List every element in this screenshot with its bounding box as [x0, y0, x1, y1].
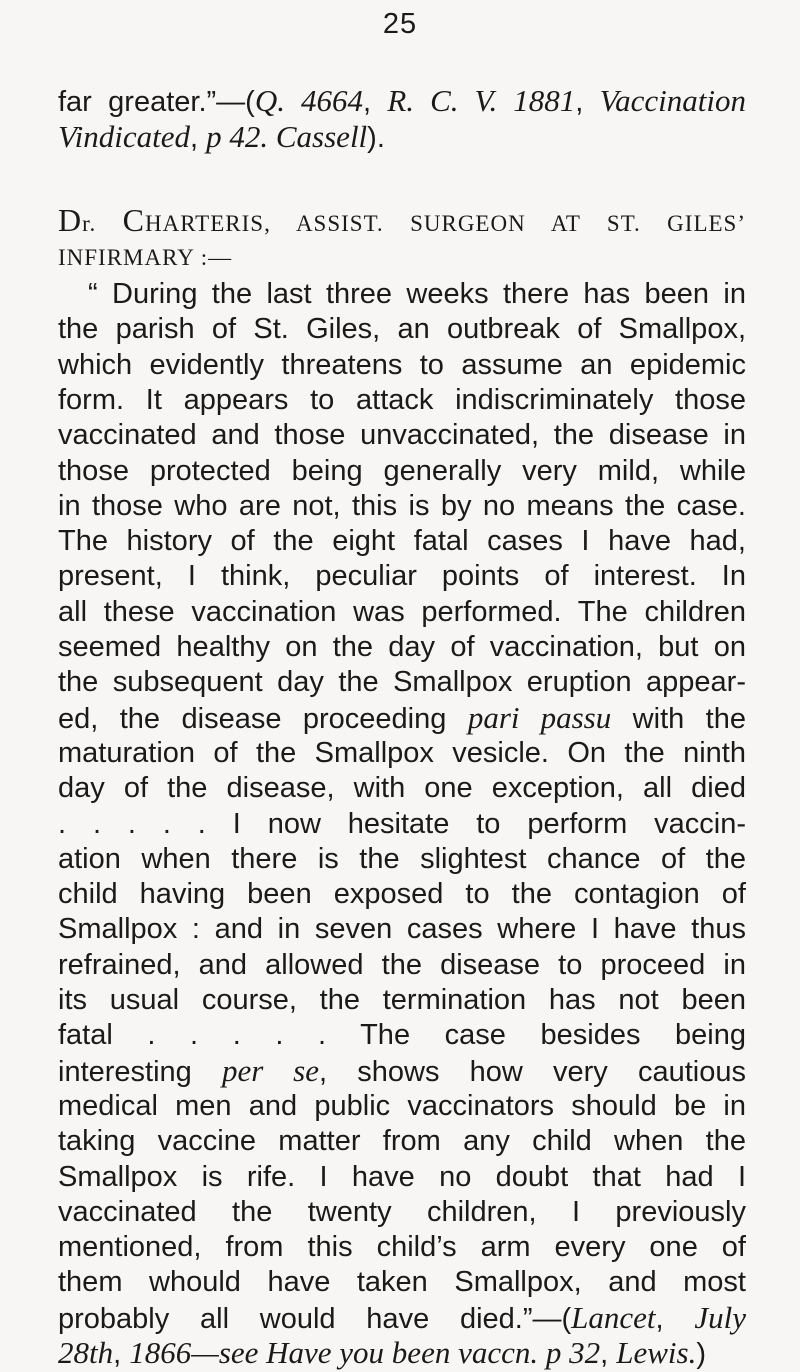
text-line: its usual course, the termination has not been [58, 984, 746, 1016]
text-line: seemed healthy on the day of vaccination, but on [58, 631, 746, 663]
text-line: which evidently threatens to assume an epidemic [58, 348, 746, 381]
italic-text: July [694, 1299, 746, 1335]
text-line: vaccinated and those unvaccinated, the disease in [58, 419, 746, 452]
text-line: ation when there is the slightest chance of the [58, 842, 746, 875]
text-line: medical men and public vaccinators should be in [58, 1089, 746, 1122]
text-line [58, 1335, 746, 1372]
text-line: them whould have taken Smallpox, and most [58, 1266, 746, 1299]
text-span: ) [696, 1338, 707, 1370]
text-line: day of the disease, with one exception, all died [58, 772, 746, 805]
italic-text: Lancet [571, 1299, 656, 1335]
section-heading: INFIRMARY :— [58, 245, 233, 270]
italic-text: 1866—see Have you been vaccn. p 32 [129, 1335, 601, 1370]
text-line: all these vaccination was performed. The children [58, 595, 746, 628]
text-line: child having been exposed to the contagion of [58, 878, 746, 911]
text-line: the parish of St. Giles, an outbreak of Smallpox, [58, 313, 746, 346]
text-line: Smallpox : and in seven cases where I have thus [58, 913, 746, 946]
text-line: “ During the last three weeks there has been in [88, 278, 746, 310]
text-span: , [113, 1338, 130, 1370]
text-line: those protected being generally very mild, while [58, 454, 746, 487]
text-line: mentioned, from this child’s arm every one of [58, 1231, 746, 1264]
italic-text: 28th [58, 1335, 114, 1370]
text-line: in those who are not, this is by no means the case. [58, 489, 746, 522]
section-heading: Dr. CHARTERIS, ASSIST. SURGEON AT ST. GILES’ [58, 202, 747, 238]
text-line: ed, the disease proceeding pari passu with the [58, 699, 746, 735]
citation-line: far greater.”—(Q. 4664, R. C. V. 1881, Vaccination [58, 83, 746, 118]
page-number: 25 [382, 8, 418, 40]
text-line: The history of the eight fatal cases I have had, [58, 525, 746, 558]
text-line: interesting per se, shows how very cautious [58, 1052, 746, 1088]
text-line: the subsequent day the Smallpox eruption appear- [58, 666, 746, 699]
italic-text: Lewis. [616, 1335, 697, 1370]
text-line: refrained, and allowed the disease to proceed in [58, 948, 746, 981]
text-line: maturation of the Smallpox vesicle. On the ninth [58, 736, 746, 769]
text-span: , [655, 1302, 695, 1335]
text-line: Smallpox is rife. I have no doubt that had I [58, 1160, 746, 1193]
text-line: . . . . . I now hesitate to perform vaccin- [58, 807, 746, 840]
text-line: taking vaccine matter from any child when the [58, 1125, 746, 1158]
text-span: , [600, 1338, 617, 1370]
text-line [58, 1300, 746, 1337]
text-line: present, I think, peculiar points of interest. In [58, 560, 746, 593]
text-line: form. It appears to attack indiscriminately those [58, 383, 746, 416]
text-span: probably all would have died.”—( [58, 1302, 572, 1335]
text-line: fatal . . . . . The case besides being [58, 1019, 746, 1052]
citation-line: Vindicated, p 42. Cassell). [58, 119, 385, 154]
text-line: vaccinated the twenty children, I previously [58, 1195, 746, 1228]
